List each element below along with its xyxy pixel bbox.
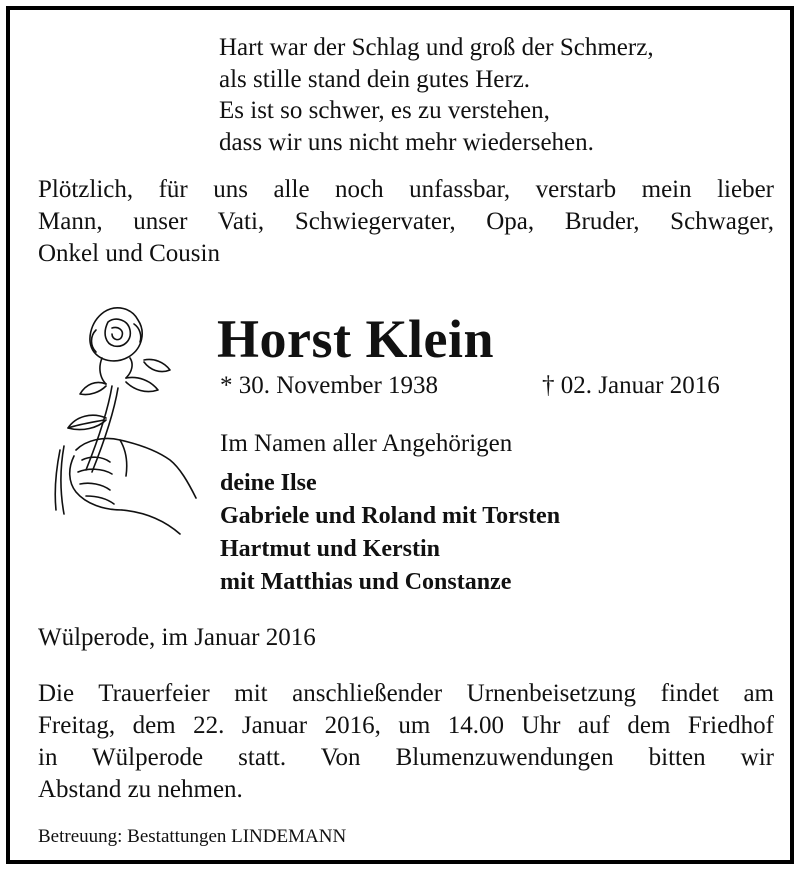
poem-line: als stille stand dein gutes Herz. — [219, 65, 531, 93]
death-date: † 02. Januar 2016 — [542, 372, 720, 399]
poem — [219, 32, 654, 158]
funeral-paragraph — [38, 678, 774, 806]
mourners-intro: Im Namen aller Angehörigen — [220, 430, 513, 457]
poem-line: Es ist so schwer, es zu verstehen, — [219, 97, 550, 124]
birth-date: * 30. November 1938 — [220, 372, 439, 399]
mourner-name: mit Matthias und Constanze — [220, 569, 512, 595]
intro-line: Onkel und Cousin — [38, 240, 220, 267]
deceased-name: Horst Klein — [217, 309, 494, 369]
funeral-line: Die Trauerfeier mit anschließender Urnenbeisetzung findet am — [38, 680, 774, 707]
mourner-name: Hartmut und Kerstin — [220, 536, 441, 562]
mourner-names — [220, 467, 560, 599]
funeral-line: in Wülperode statt. Von Blumenzuwendungen bitten wir — [38, 744, 774, 771]
poem-line: dass wir uns nicht mehr wiedersehen. — [219, 128, 594, 156]
obituary-notice — [6, 6, 794, 864]
funeral-line: Abstand zu nehmen. — [38, 776, 243, 803]
intro-line: Mann, unser Vati, Schwiegervater, Opa, Bruder, Schwager, — [38, 208, 774, 235]
intro-paragraph — [38, 174, 774, 270]
funeral-line: Freitag, dem 22. Januar 2016, um 14.00 Uhr auf dem Friedhof — [38, 712, 774, 739]
intro-line: Plötzlich, für uns alle noch unfassbar, verstarb mein lieber — [38, 176, 774, 203]
poem-line: Hart war der Schlag und groß der Schmerz, — [219, 34, 654, 61]
mourner-name: Gabriele und Roland mit Torsten — [220, 503, 561, 529]
hand-holding-rose-icon — [46, 300, 206, 540]
funeral-home-credit: Betreuung: Bestattungen LINDEMANN — [38, 826, 347, 847]
mourner-name: deine Ilse — [220, 470, 317, 496]
place-date: Wülperode, im Januar 2016 — [38, 624, 316, 651]
